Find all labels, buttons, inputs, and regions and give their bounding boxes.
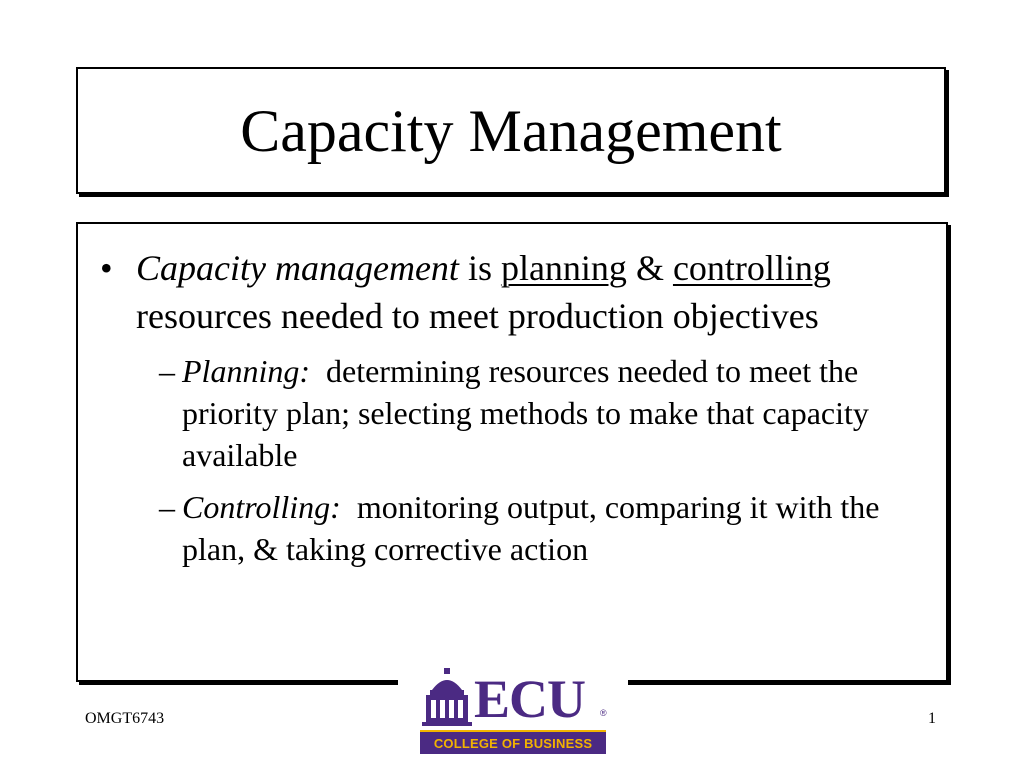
text-is: is <box>458 248 501 288</box>
term-controlling: controlling <box>672 248 831 288</box>
bullet-mark: • <box>100 248 113 288</box>
logo-top <box>420 668 606 728</box>
college-label: COLLEGE OF BUSINESS <box>433 735 593 751</box>
term-capacity-management: Capacity management <box>136 248 459 288</box>
bullet-rest: resources needed to meet production objectives <box>136 296 819 336</box>
sub-text-controlling: monitoring output, comparing it with the plan, & taking corrective action <box>182 489 888 567</box>
term-planning: planning <box>500 248 627 288</box>
logo-text: ECU <box>474 669 586 729</box>
cupola-icon <box>422 668 472 726</box>
title-box <box>76 67 946 194</box>
dash-mark: – <box>159 489 175 525</box>
registered-mark: ® <box>600 708 607 718</box>
college-banner <box>420 730 606 754</box>
sub-term-controlling: Controlling: <box>182 489 341 525</box>
ecu-logo <box>420 668 606 754</box>
bullet-item <box>98 244 918 340</box>
content-box <box>76 222 948 682</box>
footer-course: OMGT6743 <box>85 710 165 727</box>
slide-title: Capacity Management <box>240 97 782 164</box>
sub-term-planning: Planning: <box>182 353 310 389</box>
dash-mark: – <box>159 353 175 389</box>
footer-page-number: 1 <box>928 710 936 727</box>
sub-bullet-controlling <box>98 486 918 570</box>
sub-text-planning: determining resources needed to meet the priority plan; selecting methods to make that capacity available <box>182 353 877 473</box>
sub-bullet-planning <box>98 350 918 476</box>
text-amp: & <box>626 248 664 288</box>
bullet-list <box>98 244 918 570</box>
